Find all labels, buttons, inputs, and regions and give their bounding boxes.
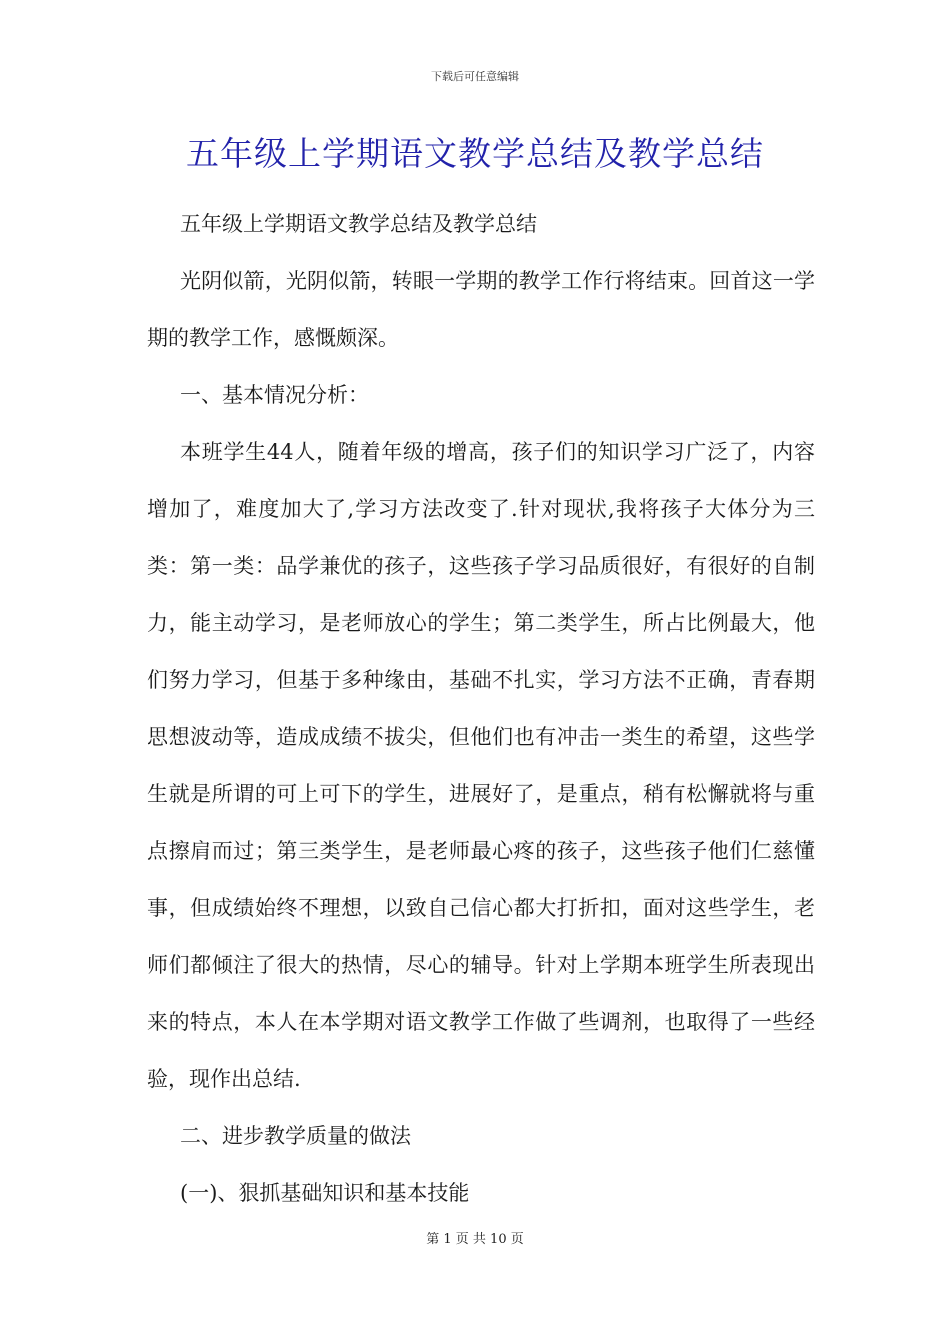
subsection-heading-1: (一)、狠抓基础知识和基本技能	[180, 1181, 470, 1205]
section-heading-2: 二、进步教学质量的做法	[180, 1124, 411, 1148]
analysis-paragraph: 本班学生44人，随着年级的增高，孩子们的知识学习广泛了，内容增加了，难度加大了,学习方法改变了.针对现状,我将孩子大体分为三类：第一类：品学兼优的孩子，这些孩子学习品质很好，有很好的自制力，能主动学习，是老师放心的学生；第二类学生，所占比例最大，他们努力学习，但基于多种缘由，基础不扎实，学习方法不正确，青春期思想波动等，造成成绩不拔尖，但他们也有冲击一类生的希望，这些学生就是所谓的可上可下的学生，进展好了，是重点，稍有松懈就将与重点擦肩而过；第三类学生，是老师最心疼的孩子，这些孩子他们仁慈懂事，但成绩始终不理想，以致自己信心都大打折扣，面对这些学生，老师们都倾注了很大的热情，尽心的辅导。针对上学期本班学生所表现出来的特点，本人在本学期对语文教学工作做了些调剂，也取得了一些经验，现作出总结.	[147, 440, 815, 1091]
document-title: 五年级上学期语文教学总结及教学总结	[186, 134, 764, 173]
section-heading-1: 一、基本情况分析：	[180, 383, 369, 407]
subtitle-paragraph: 五年级上学期语文教学总结及教学总结	[180, 212, 537, 236]
document-body	[147, 196, 815, 1222]
header-note: 下载后可任意编辑	[431, 70, 519, 83]
intro-paragraph: 光阴似箭，光阴似箭，转眼一学期的教学工作行将结束。回首这一学期的教学工作，感慨颇深。	[147, 269, 815, 350]
page-number-footer: 第 1 页 共 10 页	[426, 1232, 524, 1247]
